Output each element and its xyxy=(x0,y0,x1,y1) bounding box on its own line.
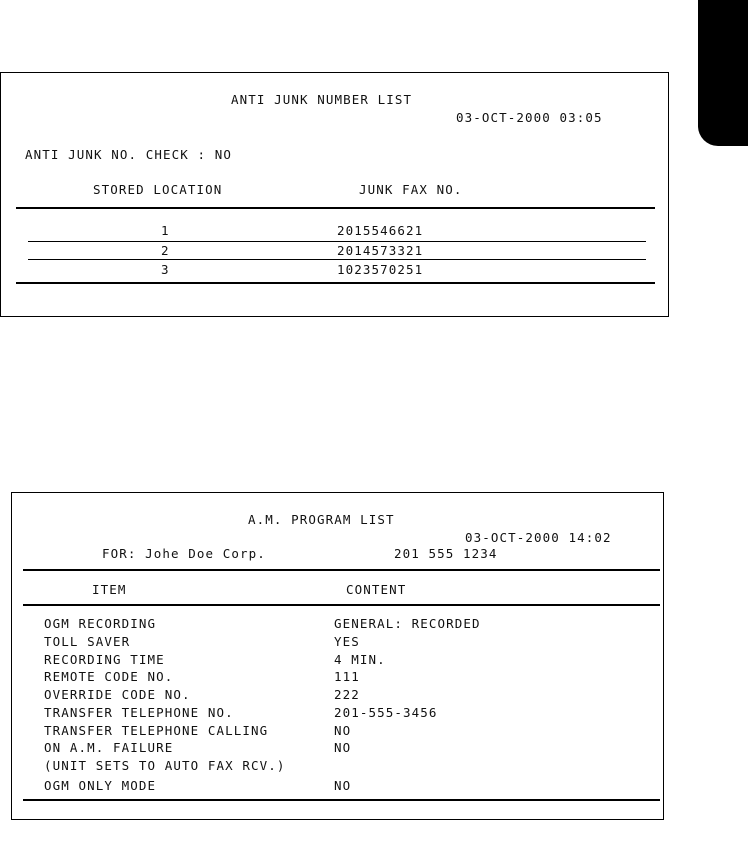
list-item-value: 4 MIN. xyxy=(334,652,386,667)
header-rule xyxy=(23,604,660,606)
header-rule xyxy=(16,207,655,209)
am-program-title: A.M. PROGRAM LIST xyxy=(248,512,395,527)
anti-junk-datetime: 03-OCT-2000 03:05 xyxy=(456,110,603,125)
list-item: TOLL SAVER xyxy=(44,634,131,649)
footer-rule xyxy=(16,282,655,284)
anti-junk-check-line: ANTI JUNK NO. CHECK : NO xyxy=(25,147,233,162)
list-item: RECORDING TIME xyxy=(44,652,165,667)
list-item-value: NO xyxy=(334,723,352,738)
top-rule xyxy=(23,569,660,571)
list-item: OVERRIDE CODE NO. xyxy=(44,687,191,702)
list-item: TRANSFER TELEPHONE NO. xyxy=(44,705,234,720)
list-item-value: NO xyxy=(334,740,352,755)
table-row-number: 1023570251 xyxy=(337,262,424,277)
am-program-datetime: 03-OCT-2000 14:02 xyxy=(465,530,612,545)
list-item-value: 222 xyxy=(334,687,360,702)
table-row-number: 2015546621 xyxy=(337,223,424,238)
anti-junk-title: ANTI JUNK NUMBER LIST xyxy=(231,92,413,107)
section-tab xyxy=(698,0,748,146)
column-header-content: CONTENT xyxy=(346,582,407,597)
list-item: OGM ONLY MODE xyxy=(44,778,157,793)
list-item: OGM RECORDING xyxy=(44,616,157,631)
list-item: ON A.M. FAILURE xyxy=(44,740,174,755)
list-item: REMOTE CODE NO. xyxy=(44,669,174,684)
table-row-number: 2014573321 xyxy=(337,243,424,258)
phone-number: 201 555 1234 xyxy=(394,546,498,561)
anti-junk-number-list xyxy=(0,72,669,317)
table-row-location: 3 xyxy=(161,262,170,277)
column-header-item: ITEM xyxy=(92,582,127,597)
list-item-value: GENERAL: RECORDED xyxy=(334,616,481,631)
list-item-value: NO xyxy=(334,778,352,793)
column-header-junk-fax-no: JUNK FAX NO. xyxy=(359,182,463,197)
for-label: FOR: Johe Doe Corp. xyxy=(102,546,266,561)
column-header-stored-location: STORED LOCATION xyxy=(93,182,223,197)
table-row-location: 2 xyxy=(161,243,170,258)
footer-rule xyxy=(23,799,660,801)
row-divider xyxy=(28,259,646,260)
list-item-value: YES xyxy=(334,634,360,649)
table-row-location: 1 xyxy=(161,223,170,238)
row-divider xyxy=(28,241,646,242)
list-item: (UNIT SETS TO AUTO FAX RCV.) xyxy=(44,758,286,773)
list-item-value: 201-555-3456 xyxy=(334,705,438,720)
am-program-list xyxy=(11,492,664,820)
list-item: TRANSFER TELEPHONE CALLING xyxy=(44,723,269,738)
list-item-value: 111 xyxy=(334,669,360,684)
